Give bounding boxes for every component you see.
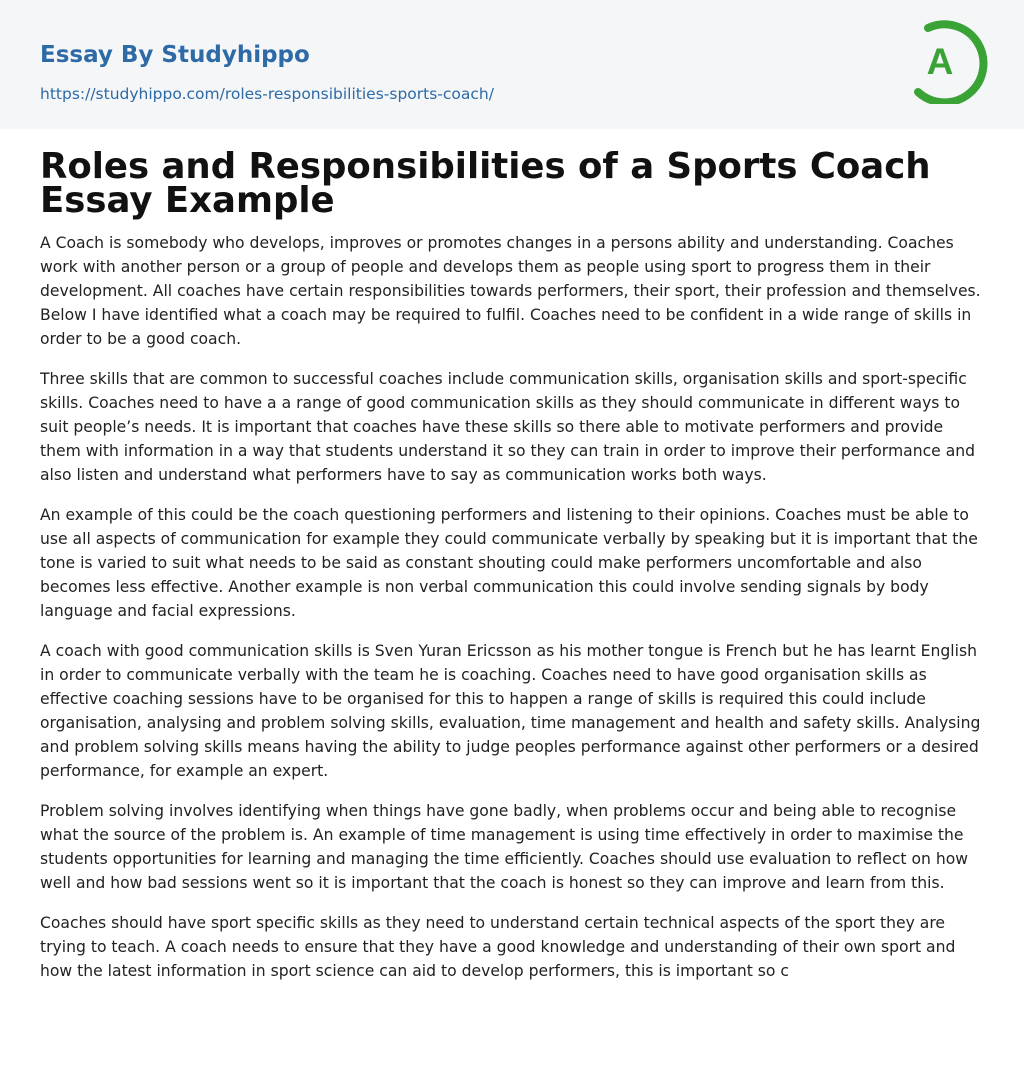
logo-letter: A [926,41,954,82]
paragraph-4: A coach with good communication skills is Sven Yuran Ericsson as his mother tongue is French but he has learnt English in order to communicate verbally with the team he is coaching. Coaches need to have good organisation skills as effective coaching sessions have to be organised for this to happen a range of skills is required this could include organisation, analysing and problem solving skills, evaluation, time management and health and safety skills. Analysing and problem solving skills means having the ability to judge peoples performance against other performers or a desired performance, for example an expert. [40,642,981,780]
studyhippo-logo-icon[interactable] [902,18,988,104]
site-header [0,0,1024,129]
article-title: Roles and Responsibilities of a Sports Coach Essay Example [40,146,931,221]
paragraph-3: An example of this could be the coach questioning performers and listening to their opinions. Coaches must be able to use all aspects of communication for example they could communicate verbally by speaking but it is important that the tone is varied to suit what needs to be said as constant shouting could make performers uncomfortable and also becomes less effective. Another example is non verbal communication this could involve sending signals by body language and facial expressions. [40,506,978,620]
article-container [0,129,1024,983]
paragraph-1: A Coach is somebody who develops, improves or promotes changes in a persons ability and understanding. Coaches work with another person or a group of people and develops them as people using sport to progress them in their development. All coaches have certain responsibilities towards performers, their sport, their profession and themselves. Below I have identified what a coach may be required to fulfil. Coaches need to be confident in a wide range of skills in order to be a good coach. [40,234,981,348]
article-url-link[interactable]: https://studyhippo.com/roles-responsibilities-sports-coach/ [40,85,494,103]
site-brand[interactable]: Essay By Studyhippo [40,42,310,68]
article-body [40,231,984,983]
paragraph-6: Coaches should have sport specific skills as they need to understand certain technical aspects of the sport they are trying to teach. A coach needs to ensure that they have a good knowledge and understanding of their own sport and how the latest information in sport science can aid to develop performers, this is important so c [40,914,956,980]
paragraph-5: Problem solving involves identifying when things have gone badly, when problems occur and being able to recognise what the source of the problem is. An example of time management is using time effectively in order to maximise the students opportunities for learning and managing the time efficiently. Coaches should use evaluation to reflect on how well and how bad sessions went so it is important that the coach is honest so they can improve and learn from this. [40,802,969,892]
paragraph-2: Three skills that are common to successful coaches include communication skills, organisation skills and sport-specific skills. Coaches need to have a a range of good communication skills as they should communicate in different ways to suit people’s needs. It is important that coaches have these skills so there able to motivate performers and provide them with information in a way that students understand it so they can train in order to improve their performance and also listen and understand what performers have to say as communication works both ways. [40,370,976,484]
